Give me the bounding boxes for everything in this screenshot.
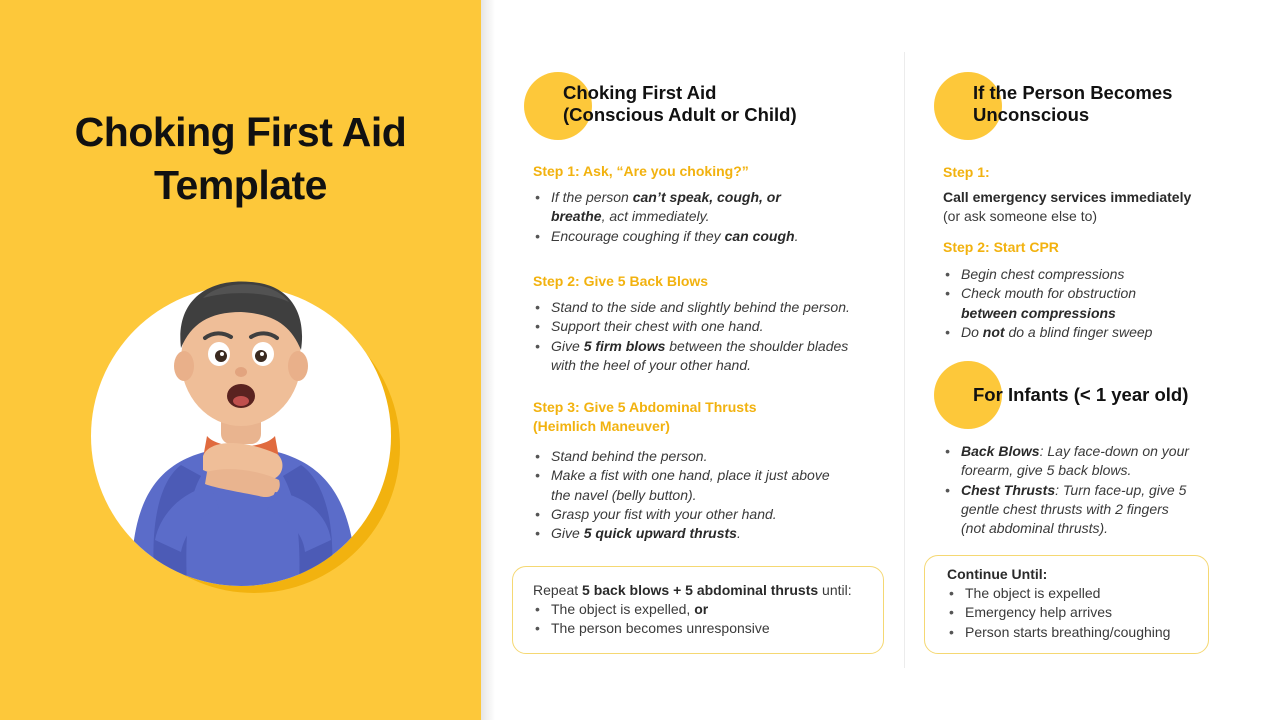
list-item: • Back Blows: Lay face-down on your forearm, give 5 back blows. [943,442,1243,481]
list-item: • If the person can’t speak, cough, or breathe, act immediately. [533,188,873,227]
step-label: Step 2: Start CPR [943,239,1059,255]
list-item: • Give 5 firm blows between the shoulder blades with the heel of your other hand. [533,337,883,376]
continue-list [947,584,1202,642]
list-item: • Support their chest with one hand. [533,317,883,336]
list-item: • Stand to the side and slightly behind the person. [533,298,883,317]
list-item: • Encourage coughing if they can cough. [533,227,873,246]
list-item: • The object is expelled, or [533,600,873,619]
list-item: • The object is expelled [947,584,1202,603]
list-item: • Check mouth for obstruction between compressions [943,284,1243,323]
step3-list [533,447,883,543]
list-item: • Make a fist with one hand, place it just above the navel (belly button). [533,466,883,505]
repeat-intro: Repeat 5 back blows + 5 abdominal thrusts until: [533,582,852,598]
list-item: • Stand behind the person. [533,447,883,466]
panel-shadow [481,0,495,720]
list-item: • Emergency help arrives [947,603,1202,622]
step-label: Step 1: Ask, “Are you choking?” [533,163,749,179]
list-item: • Chest Thrusts: Turn face-up, give 5 gentle chest thrusts with 2 fingers (not abdominal thrusts). [943,481,1243,539]
infants-list [943,442,1243,538]
section-heading-conscious: Choking First Aid (Conscious Adult or Child) [563,82,797,125]
column-divider [904,52,905,668]
section-heading-infants: For Infants (< 1 year old) [973,384,1189,405]
step2-list [533,298,883,375]
step1-list [533,188,873,246]
choking-person-icon [91,240,391,586]
step-label: Step 3: Give 5 Abdominal Thrusts (Heimlich Maneuver) [533,399,757,434]
page-title: Choking First Aid Template [74,109,407,208]
cpr-list [943,265,1243,342]
step-label: Step 2: Give 5 Back Blows [533,273,709,289]
list-item: • Do not do a blind finger sweep [943,323,1243,342]
list-item: • Give 5 quick upward thrusts. [533,524,883,543]
continue-label: Continue Until: [947,566,1048,582]
step-label: Step 1: [943,164,990,180]
repeat-list [533,600,873,639]
step1-text: Call emergency services immediately (or ask someone else to) [943,189,1192,225]
list-item: • The person becomes unresponsive [533,619,873,638]
section-heading-unconscious: If the Person Becomes Unconscious [973,82,1173,125]
list-item: • Begin chest compressions [943,265,1243,284]
list-item: • Grasp your fist with your other hand. [533,505,883,524]
list-item: • Person starts breathing/coughing [947,623,1202,642]
